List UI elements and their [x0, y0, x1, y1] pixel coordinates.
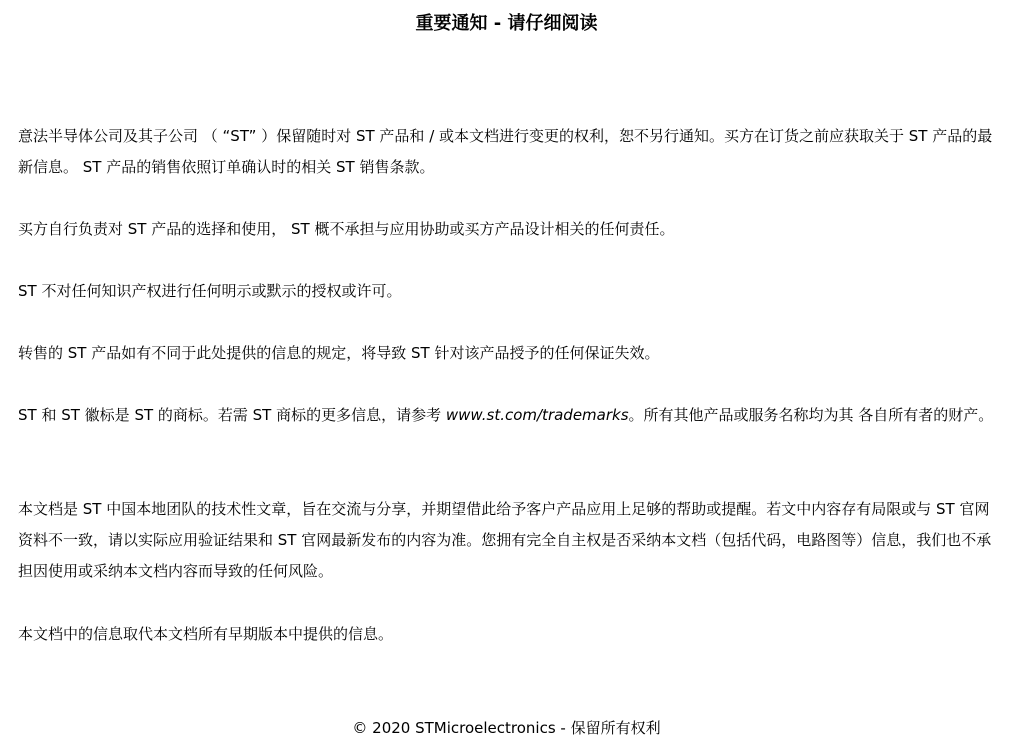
paragraph-ip-license: ST 不对任何知识产权进行任何明示或默示的授权或许可。	[18, 282, 402, 300]
paragraph-resale-warranty: 转售的 ST 产品如有不同于此处提供的信息的规定，将导致 ST 针对该产品授予的任何保证失效。	[18, 344, 660, 362]
trademark-text-before: ST 和 ST 徽标是 ST 的商标。若需 ST 商标的更多信息，请参考	[18, 406, 446, 424]
paragraph-buyer-responsibility: 买方自行负责对 ST 产品的选择和使用， ST 概不承担与应用协助或买方产品设计相关的任何责任。	[18, 220, 675, 238]
paragraph-technical-article: 本文档是 ST 中国本地团队的技术性文章，旨在交流与分享，并期望借此给予客户产品应用上足够的帮助或提醒。若文中内容存有局限或与 ST 官网资料不一致，请以实际应用验证结果和 ST 官网最新发布的内容为准。您拥有完全自主权是否采纳本文档（包括代码，电路图等）信息，我们也不承担因使用或采纳本文档内容而导致的任何风险。	[18, 500, 992, 580]
paragraph-trademarks	[18, 400, 1000, 431]
page-title: 重要通知 - 请仔细阅读	[415, 13, 598, 34]
paragraph-supersedes: 本文档中的信息取代本文档所有早期版本中提供的信息。	[18, 625, 394, 643]
copyright-footer: © 2020 STMicroelectronics - 保留所有权利	[352, 719, 661, 737]
trademark-link[interactable]: www.st.com/trademarks	[445, 406, 629, 424]
trademark-text-after: 。所有其他产品或服务名称均为其 各自所有者的财产。	[628, 406, 994, 424]
paragraph-change-rights: 意法半导体公司及其子公司 （ “ST” ）保留随时对 ST 产品和 / 或本文档进行变更的权利，恕不另行通知。买方在订货之前应获取关于 ST 产品的最新信息。 ST 产品的销售依照订单确认时的相关 ST 销售条款。	[18, 127, 993, 176]
